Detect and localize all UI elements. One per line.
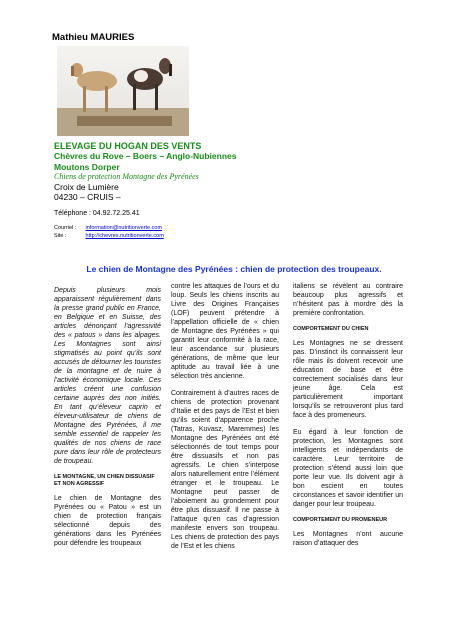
article-paragraph: italiens se révèlent au contraire beaucoup plus agressifs et n’hésitent pas à mordre dès la première confrontation. [293, 283, 403, 317]
article-column-2 [171, 282, 279, 559]
goats-photo [57, 46, 189, 136]
article-intro: Depuis plusieurs mois apparaissent régulièrement dans la presse grand public en France, en Belgique et en Suisse, des articles dénonçant l’agressivité des « patous » dans les alpages. Les Montagnes sont ainsi stigmatisés au point qu’ils sont accusés de détourner les touristes de la montagne et de nuire à l’activité économique locale. Ces articles créent une confusion certaine auprès des non initiés. En tant qu’éleveur caprin et éleveur-utilisateur de chiens de Montagne des Pyrénées, il me semble essentiel de rappeler les qualités de nos chiens de race pure dans leur rôle de protecteurs de troupeau. [54, 287, 161, 465]
address-line-2: 04230 – CRUIS – [54, 192, 121, 202]
email-label: Courriel : [54, 225, 77, 231]
article-paragraph: Le chien de Montagne des Pyrénées ou « Patou » est un chien de protection français sélectionné depuis des générations dans les Pyrénées pour défendre les troupeaux [54, 495, 161, 547]
email-link[interactable]: information@nutritionverte.com [85, 225, 163, 231]
article-column-3 [293, 282, 403, 556]
farm-name: ELEVAGE DU HOGAN DES VENTS [54, 141, 202, 151]
address-line-1: Croix de Lumière [54, 182, 119, 192]
breeds-sheep: Moutons Dorper [54, 161, 120, 172]
goats-illustration [57, 46, 189, 136]
site-row [54, 232, 164, 240]
email-row [54, 224, 162, 232]
section-heading-dog-behaviour: COMPORTEMENT DU CHIEN [293, 326, 369, 332]
breeds-goats: Chèvres du Rove – Boers – Anglo-Nubiennes [54, 151, 237, 161]
section-heading-walker-behaviour: COMPORTEMENT DU PROMENEUR [293, 517, 388, 523]
article-column-1 [54, 286, 161, 556]
article-paragraph: contre les attaques de l’ours et du loup. Seuls les chiens inscrits au Livre des Origines Françaises (LOF) peuvent prétendre à l’appellation officielle de « chien de Montagne des Pyrénées » qui garantit leur conformité à la race, leur ascendance sur plusieurs générations, de même que leur aptitude au travail liée à une sélection très ancienne. [171, 283, 279, 380]
site-label: Site : [54, 233, 67, 239]
breeds-list [54, 151, 314, 172]
article-paragraph: Eu égard à leur fonction de protection, les Montagnes sont intelligents et indépendants de caractère. Leur territoire de protection s’étend aussi loin que porte leur vue. Ils doivent agir à bon escient en toutes circonstances et savoir identifier un danger pour leur troupeau. [293, 429, 403, 508]
article-title: Le chien de Montagne des Pyrénées : chien de protection des troupeaux. [86, 264, 382, 274]
article-paragraph: Contrairement à d’autres races de chiens de protection provenant d’Italie et des pays de l’Est et bien qu’ils soient d’apparence proche (Tatras, Kuvasz, Maremmes) les Montagne des Pyrénées ont été sélectionnés de tout temps pour être dissuasifs et non pas agressifs. Le chien s’interpose alors naturellement entre l’élément étranger et le troupeau. Le Montagne peut passer de l’aboiement au grondement pour être plus dissuasif. Il ne passe à l’attaque qu’en cas d’agression manifeste envers son troupeau. Les chiens de protection des pays de l’Est et les chiens [171, 390, 279, 550]
site-link[interactable]: http://chevres.nutritionverte.com [85, 233, 164, 239]
section-heading-dissuasive: LE MONTAGNE, UN CHIEN DISSUASIF ET NON AGRESSIF [54, 474, 155, 487]
telephone: Téléphone : 04.92.72.25.41 [54, 210, 140, 217]
author-name: Mathieu MAURIES [52, 32, 135, 43]
article-paragraph: Les Montagnes ne se dressent pas. D’instinct ils connaissent leur rôle mais ils doivent recevoir une éducation de base et être correctement socialisés dans leur jeune âge. Cela est particulièrement important lorsqu’ils se retrouveront plus tard face à des promeneurs. [293, 340, 403, 419]
article-paragraph: Les Montagnes n’ont aucune raison d’attaquer des [293, 531, 403, 547]
farm-subtitle: Chiens de protection Montagne des Pyrénées [54, 172, 199, 181]
